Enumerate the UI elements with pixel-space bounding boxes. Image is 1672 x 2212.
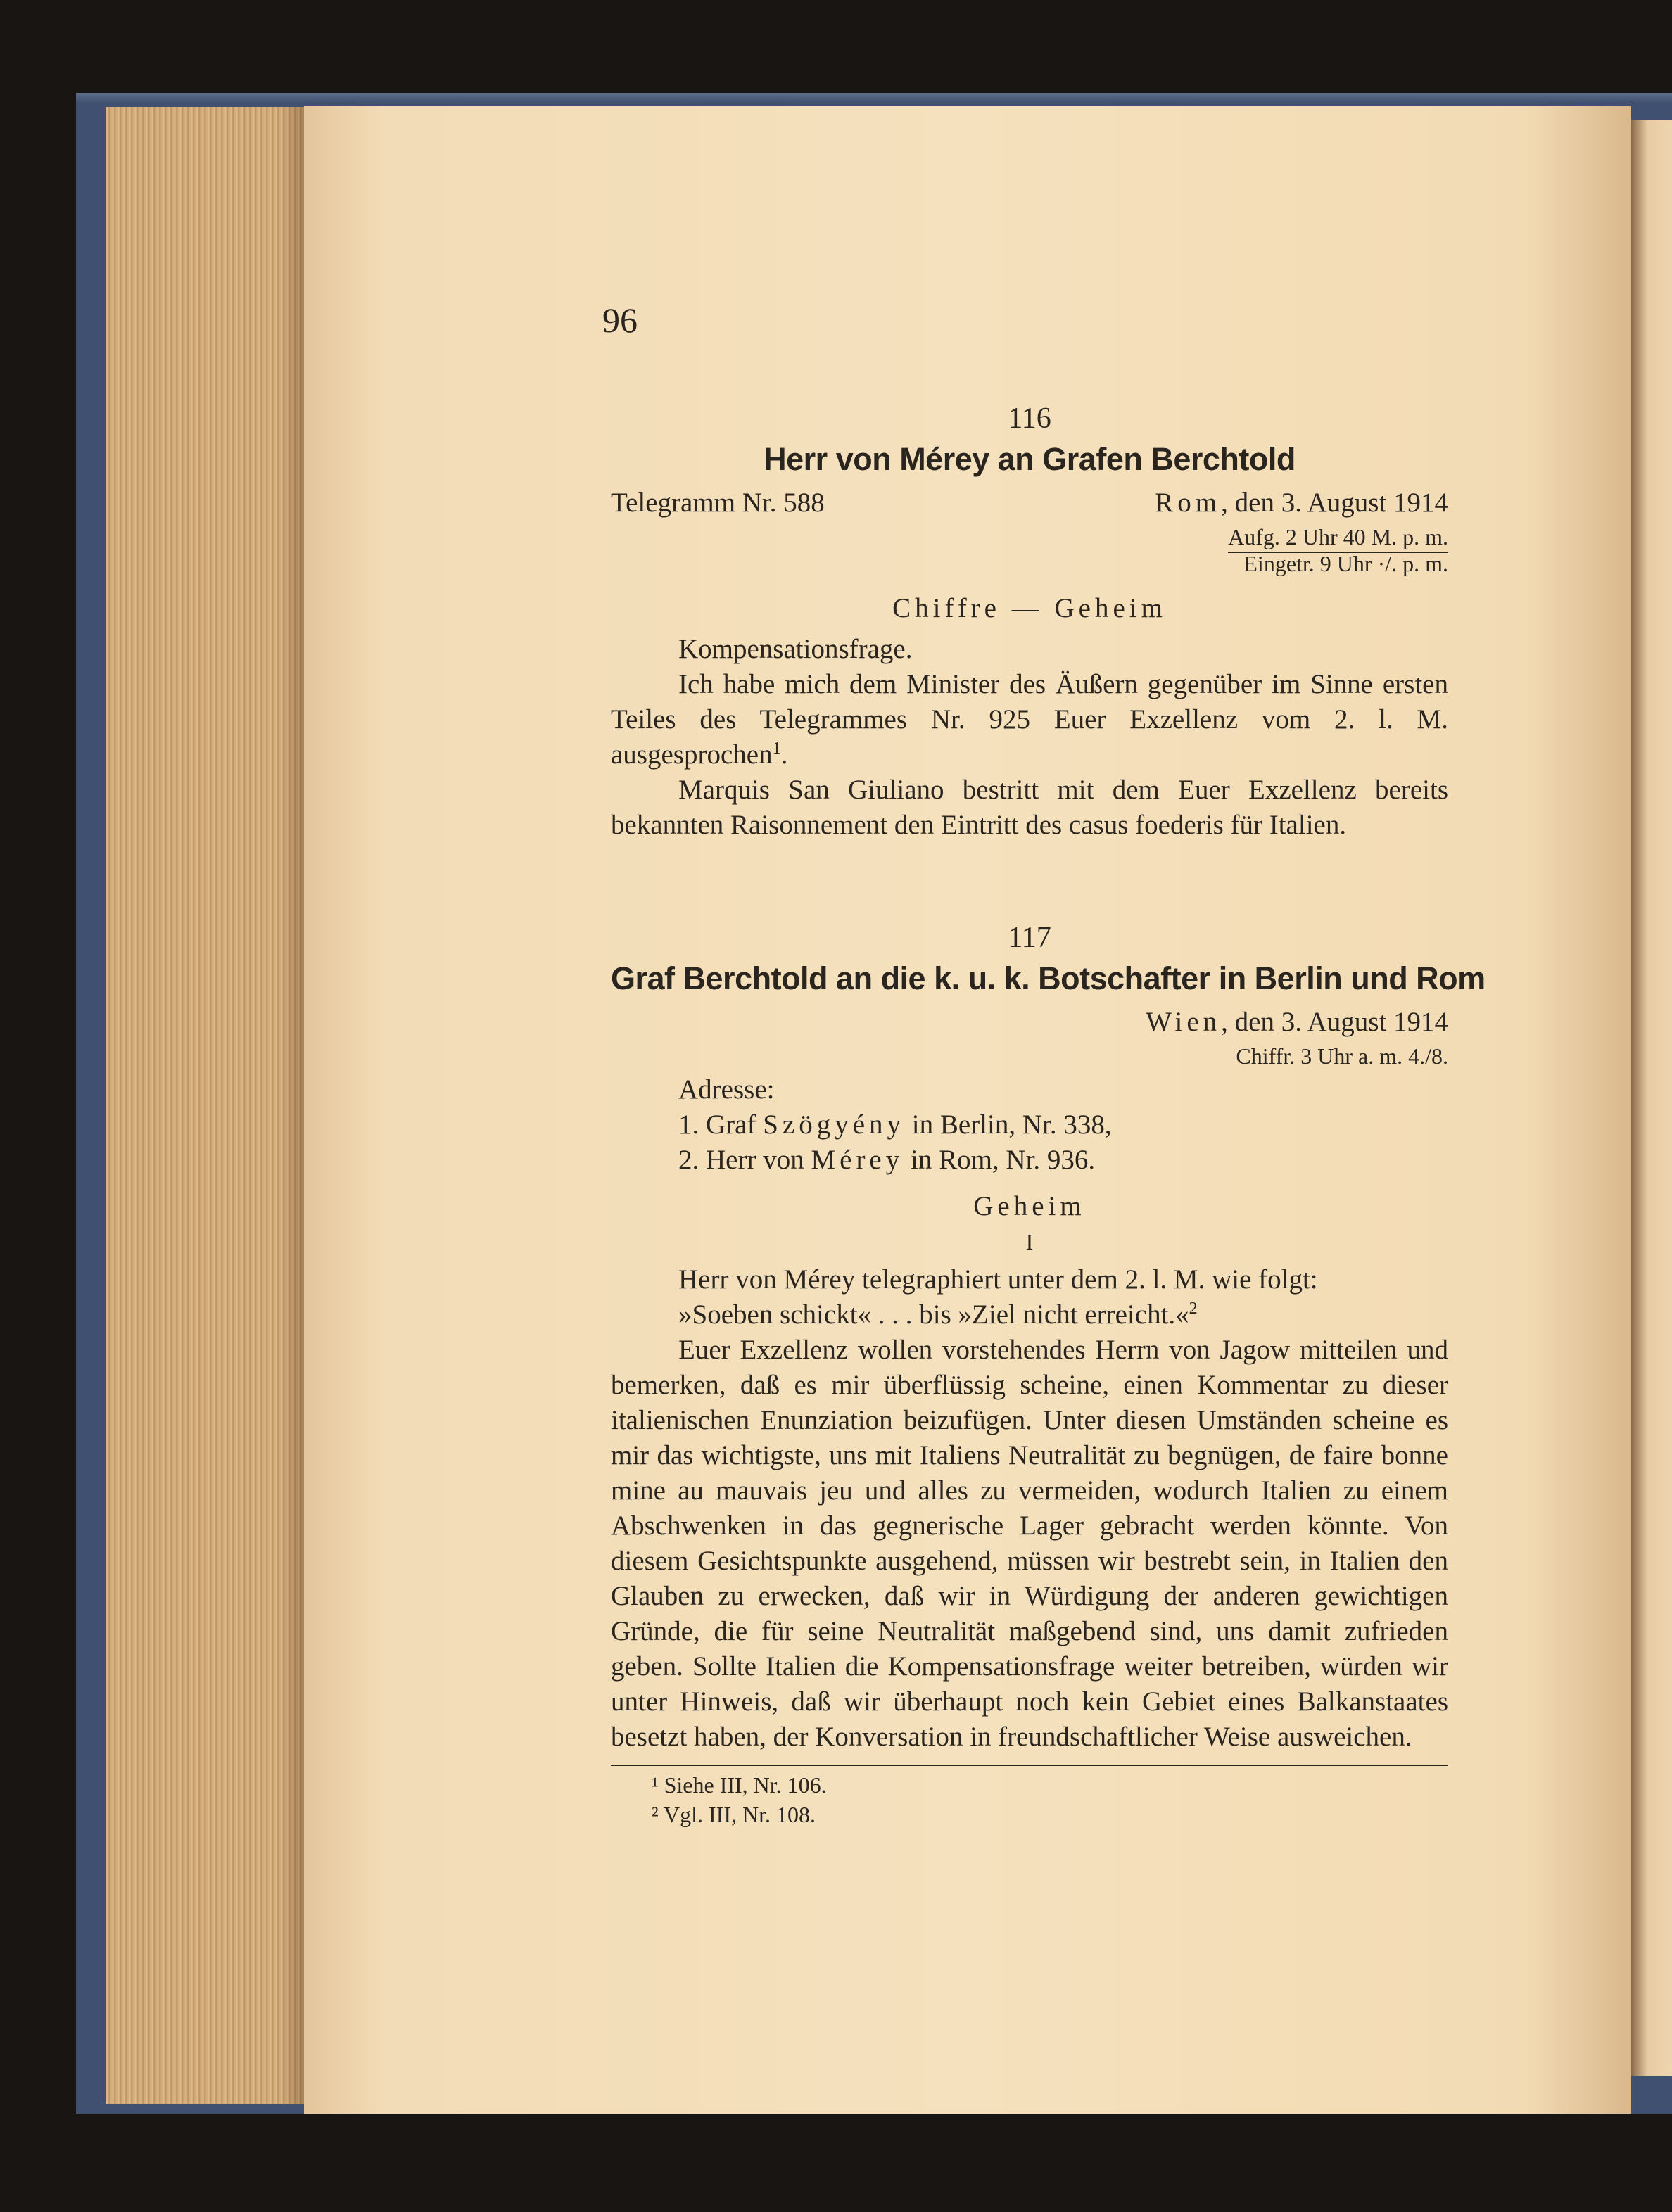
eingetr-row — [611, 549, 1448, 581]
chiffr-time: Chiffr. 3 Uhr a. m. 4./8. — [1236, 1043, 1448, 1069]
classification: Chiffre — Geheim — [892, 593, 1167, 623]
paragraph: Ich habe mich dem Minister des Äußern gegenüber im Sinne ersten Teiles des Telegrammes Nr. 925 Euer Exzellenz vom 2. l. M. ausgesprochen$^1$. — [611, 669, 1448, 770]
aufg-row — [611, 522, 1448, 549]
place-city: Rom — [1155, 488, 1222, 518]
doc-title: Graf Berchtold an die k. u. k. Botschafter in Berlin und Rom — [611, 960, 1486, 996]
paragraph: »Soeben schickt« . . . bis »Ziel nicht erreicht.«$^2$ — [678, 1299, 1198, 1330]
facing-page-edge — [1631, 120, 1672, 2076]
address-line-1: 1. Graf Szögyény in Berlin, Nr. 338, — [678, 1110, 1112, 1140]
document-116 — [611, 401, 1448, 843]
place-date-row — [611, 1005, 1448, 1041]
paragraph: Herr von Mérey telegraphiert unter dem 2. l. M. wie folgt: — [678, 1264, 1318, 1295]
document-117 — [611, 920, 1486, 1755]
telegram-header-row — [611, 485, 1448, 522]
classification: Geheim — [973, 1191, 1086, 1221]
footnote-ref: 2 — [1189, 1299, 1198, 1318]
footnote-1: ¹ Siehe III, Nr. 106. — [652, 1772, 827, 1798]
address-line-2: 2. Herr von Mérey in Rom, Nr. 936. — [678, 1145, 1096, 1175]
aufg-time: Aufg. 2 Uhr 40 M. p. m. — [1228, 522, 1448, 553]
adresse-label: Adresse: — [678, 1074, 775, 1105]
footnotes — [611, 1765, 1448, 1829]
chiffr-row — [611, 1041, 1448, 1072]
place-city: Wien — [1146, 1007, 1222, 1037]
page-edges — [106, 107, 304, 2104]
page-number: 96 — [602, 300, 638, 340]
paragraph: Kompensationsfrage. — [678, 634, 913, 664]
doc-number: 116 — [1008, 402, 1051, 435]
date-text: , den 3. August 1914 — [1221, 1007, 1448, 1037]
place-date — [1155, 485, 1448, 521]
eingetr-time: Eingetr. 9 Uhr ·/. p. m. — [1243, 551, 1448, 576]
page-content — [602, 295, 1486, 1829]
paragraph: Marquis San Giuliano bestritt mit dem Euer Exzellenz bereits bekannten Raisonnement den Eintritt des casus foederis für Italien. — [611, 775, 1448, 840]
doc-number: 117 — [1008, 922, 1051, 954]
doc-title: Herr von Mérey an Grafen Berchtold — [764, 441, 1296, 477]
place-date — [1146, 1005, 1448, 1040]
date-text: , den 3. August 1914 — [1221, 488, 1448, 518]
section-number: I — [1025, 1229, 1034, 1254]
footnote-2: ² Vgl. III, Nr. 108. — [652, 1802, 816, 1827]
paragraph: Euer Exzellenz wollen vorstehendes Herrn von Jagow mitteilen und bemerken, daß es mir überflüssig scheine, einen Kommentar zu dieser italienischen Enunziation beizufügen. Unter diesen Umständen scheine es mir das wichtigste, uns mit Italiens Neutralität zu begnügen, de faire bonne mine au mauvais jeu und alles zu vermeiden, wodurch Italien zu einem Abschwenken in das gegnerische Lager gebracht werden könnte. Von diesem Gesichtspunkte ausgehend, müssen wir bestrebt sein, in Italien den Glauben zu erwecken, daß wir in Würdigung der anderen gewichtigen Gründe, die für seine Neutralität maßgebend sind, uns damit zufrieden geben. Sollte Italien die Kompensationsfrage weiter betreiben, würden wir unter Hinweis, daß wir überhaupt noch kein Gebiet eines Balkanstaates besetzt haben, der Konversation in freundschaftlicher Weise ausweichen. — [611, 1335, 1448, 1752]
footnote-ref: 1 — [772, 739, 781, 758]
telegram-number: Telegramm Nr. 588 — [611, 488, 825, 518]
